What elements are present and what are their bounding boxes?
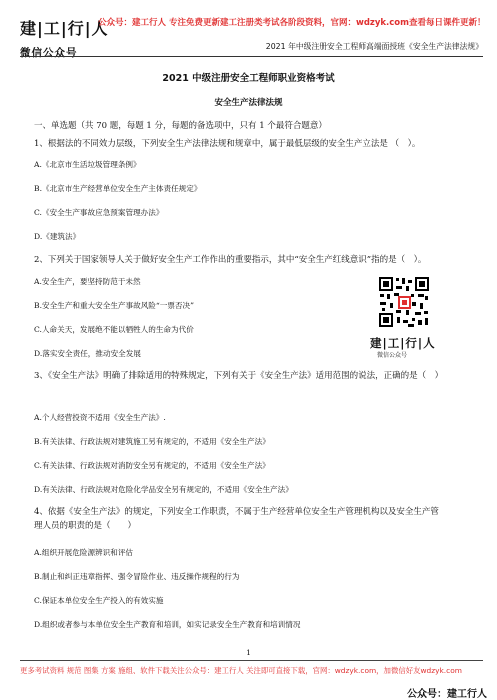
question-3-option-b: B.有关法律、行政法规对建筑施工另有规定的，不适用《安全生产法》 [34,437,270,446]
footer-notice: 更多考试资料 规范 图集 方案 施组、软件下载关注公众号：建工行人 关注即可直接下载，官网：wdzyk.com，加微信好友wdzyk.com [20,666,462,675]
section-heading: 一、单选题（共 70 题，每题 1 分，每题的备选项中，只有 1 个最符合题意） [34,121,327,131]
question-2-option-d: D.落实安全责任，推动安全发展 [34,349,141,358]
question-3: 3、《安全生产法》明确了排除适用的特殊规定，下列有关于《安全生产法》适用范围的说法，正确的是（ ） [34,371,444,381]
question-1-option-c: C.《安全生产事故应急预案管理办法》 [34,208,164,217]
qr-brand-subtitle: 微信公众号 [377,352,408,359]
footer-divider [20,660,483,661]
qr-brand-name: 建|工|行|人 [370,336,436,350]
question-1-option-a: A.《北京市生活垃圾管理条例》 [34,160,141,169]
question-4-option-b: B.制止和纠正违章指挥、强令冒险作业、违反操作规程的行为 [34,572,240,581]
question-3-option-c: C.有关法律、行政法规对消防安全另有规定的，不适用《安全生产法》 [34,461,270,470]
question-3-option-d: D.有关法律、行政法规对危险化学品安全另有规定的，不适用《安全生产法》 [34,485,293,494]
exam-title: 2021 中级注册安全工程师职业资格考试 [162,73,335,84]
question-2-option-b: B.安全生产和重大安全生产事故风险“一票否决” [34,301,195,310]
question-1: 1、根据法的不同效力层级，下列安全生产法律法规和规章中，属于最低层级的安全生产立法是 （ ）。 [34,139,421,149]
header-notice: 公众号：建工行人 专注免费更新建工注册类考试各阶段资料，官网：wdzyk.com查看每日课件更新！ [98,18,486,28]
logo [20,16,109,60]
question-2-option-a: A.安全生产，要坚持防范于未然 [34,277,141,286]
footer-account: 公众号：建工行人 [407,689,487,700]
page-number: 1 [246,648,251,657]
question-4: 4、依据《安全生产法》的规定，下列安全工作职责，不属于生产经营单位安全生产管理机构以及安全生产管理人员的职责的是（ ） [34,507,439,531]
question-1-option-d: D.《建筑法》 [34,232,81,241]
question-1-option-b: B.《北京市生产经营单位安全生产主体责任规定》 [34,184,202,193]
question-4-option-a: A.组织开展危险源辨识和评估 [34,548,134,557]
exam-subtitle: 安全生产法律法规 [214,98,283,108]
logo-text: 建|工|行|人 [20,19,109,38]
question-4-option-d: D.组织或者参与本单位安全生产教育和培训，如实记录安全生产教育和培训情况 [34,620,301,629]
header-divider [20,56,483,57]
header-course-title: 2021 年中级注册安全工程师高端面授班《安全生产法律法规》 [265,42,483,51]
logo-subtitle: 微信公众号 [20,47,78,59]
qr-code [378,276,430,328]
question-2-option-c: C.人命关天，发展绝不能以牺牲人的生命为代价 [34,325,194,334]
question-4-option-c: C.保证本单位安全生产投入的有效实施 [34,596,164,605]
question-2: 2、下列关于国家领导人关于做好安全生产工作作出的重要指示，其中“安全生产红线意识”指的是（ ）。 [34,255,427,265]
question-3-option-a: A.个人经营投资不适用《安全生产法》. [34,413,166,422]
